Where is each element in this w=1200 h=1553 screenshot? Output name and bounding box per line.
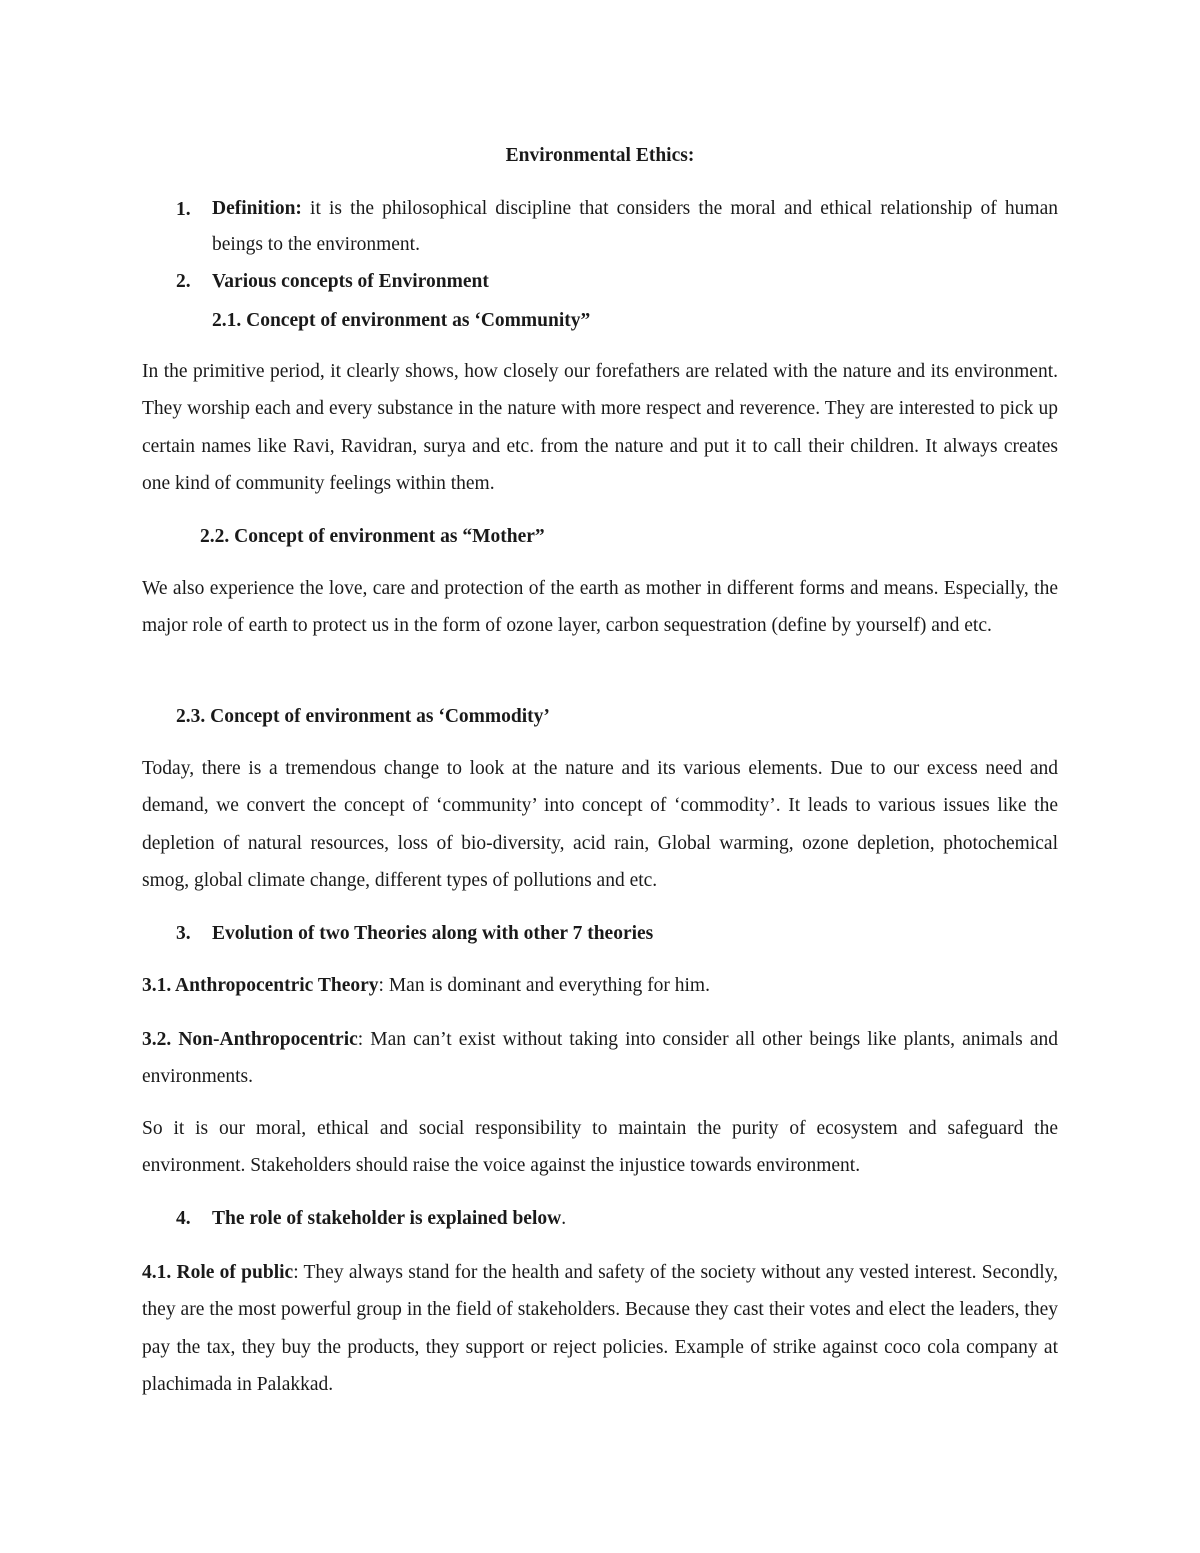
section-3-2-label: 3.2. Non-Anthropocentric [142, 1029, 358, 1050]
section-3-1-paragraph [142, 967, 1058, 1004]
definition-text: it is the philosophical discipline that considers the moral and ethical relationship of human beings to the environment. [212, 198, 1058, 255]
section-4-number: 4. [176, 1208, 191, 1229]
section-3-1-label: 3.1. Anthropocentric Theory [142, 975, 379, 996]
section-3-heading [176, 920, 653, 948]
section-4-title-period: . [561, 1208, 567, 1229]
section-3-closing-paragraph: So it is our moral, ethical and social responsibility to maintain the purity of ecosystem and safeguard the environment. Stakeholders should raise the voice against the injustice towards environment. [142, 1118, 1058, 1177]
section-4-heading [176, 1205, 566, 1233]
definition-label: Definition: [212, 198, 302, 219]
section-4-1-label: 4.1. Role of public [142, 1262, 294, 1283]
document-title: Environmental Ethics: [505, 145, 695, 166]
section-2-3-paragraph: Today, there is a tremendous change to look at the nature and its various elements. Due to our excess need and demand, we convert the concept of ‘community’ into concept of ‘commodity’. It leads to various issues like the depletion of natural resources, loss of bio-diversity, acid rain, Global warming, ozone depletion, photochemical smog, global climate change, different types of pollutions and etc. [142, 758, 1058, 891]
section-3-2-text: : Man can’t exist without taking into consider all other beings like plants, animals and environments. [142, 1029, 1058, 1088]
section-3-1-text: : Man is dominant and everything for him. [378, 975, 710, 996]
section-3-2-paragraph [142, 1021, 1058, 1096]
section-4-1-text: : They always stand for the health and safety of the society without any vested interest. Secondly, they are the most powerful group in the field of stakeholders. Because they cast their votes and elect the leaders, they pay the tax, they buy the products, they support or reject policies. Example of strike against coco cola company at plachimada in Palakkad. [142, 1262, 1058, 1395]
section-2-2-paragraph: We also experience the love, care and protection of the earth as mother in different forms and means. Especially, the major role of earth to protect us in the form of ozone layer, carbon sequestration (define by yourself) and etc. [142, 578, 1058, 637]
section-2-heading [176, 268, 489, 296]
section-2-1-paragraph: In the primitive period, it clearly shows, how closely our forefathers are related with the nature and its environment. They worship each and every substance in the nature with more respect and reverence. They are interested to pick up certain names like Ravi, Ravidran, surya and etc. from the nature and put it to call their children. It always creates one kind of community feelings within them. [142, 361, 1058, 494]
section-2-2-heading: 2.2. Concept of environment as “Mother” [200, 526, 545, 547]
section-2-number: 2. [176, 271, 191, 292]
section-3-title: Evolution of two Theories along with other 7 theories [212, 923, 654, 944]
section-2-title: Various concepts of Environment [212, 271, 489, 292]
section-1-number: 1. [176, 199, 191, 220]
section-3-number: 3. [176, 923, 191, 944]
definition-paragraph [212, 191, 1058, 263]
section-4-1-paragraph [142, 1254, 1058, 1403]
section-2-1-heading: 2.1. Concept of environment as ‘Community” [212, 310, 591, 331]
section-4-title: The role of stakeholder is explained below [212, 1208, 562, 1229]
section-2-3-heading: 2.3. Concept of environment as ‘Commodity’ [176, 706, 550, 727]
